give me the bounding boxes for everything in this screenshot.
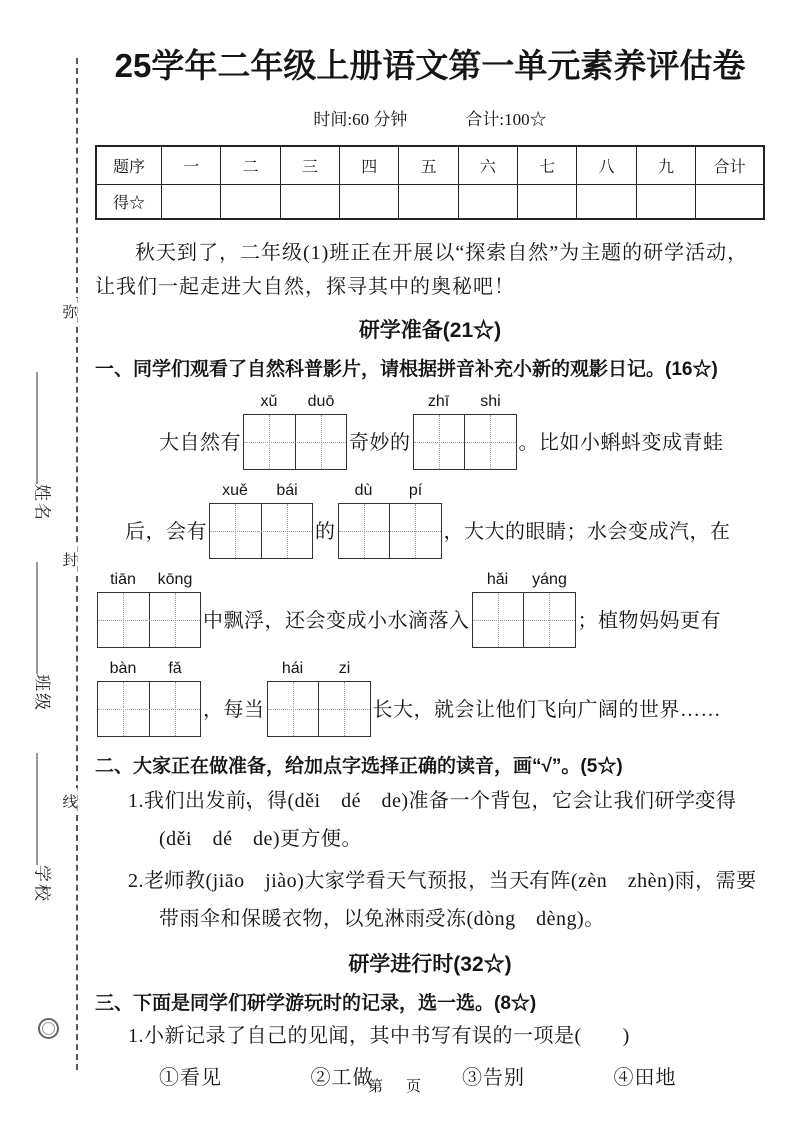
score-header-cell: 合计 [696, 146, 764, 185]
pinyin-syllable: kōng [157, 571, 193, 588]
emphasized-char: 教 • [185, 870, 206, 892]
writing-box-haiyang [472, 570, 576, 648]
line-text: ；植物妈妈更有 [577, 610, 721, 632]
pinyin-syllable: hǎi [486, 571, 509, 588]
writing-box-xuduo [243, 392, 347, 470]
option-2: ②工做 [310, 1067, 374, 1089]
character-grid [413, 414, 517, 470]
option-1: ①看见 [159, 1067, 222, 1089]
page-title: 25学年二年级上册语文第一单元素养评估卷 [114, 47, 746, 84]
grid-cell [473, 593, 524, 647]
score-cell [696, 185, 764, 220]
pinyin-syllable: hái [281, 660, 304, 677]
section1-title: 研学准备(21☆) [358, 319, 502, 342]
grid-cell [98, 593, 149, 647]
pinyin-label [97, 570, 201, 592]
pinyin-syllable: shi [480, 393, 501, 410]
item-text: (jiāo jiào)大家学看天气预报，当天有 [205, 870, 551, 892]
paper-content [95, 0, 765, 1090]
emphasized-char: 得 • [267, 790, 288, 812]
character-grid [472, 592, 576, 648]
pinyin-label [267, 659, 371, 681]
writing-box-haizi [267, 659, 371, 737]
total-score: 合计:100☆ [465, 110, 547, 129]
score-header-cell: 八 [577, 146, 636, 185]
fill-line-4 [95, 659, 765, 737]
pinyin-label [472, 570, 576, 592]
item-text: (děi dé de)更方便。 [159, 828, 363, 850]
question3-title: 三、下面是同学们研学游玩时的记录，选一选。(8☆) [95, 993, 537, 1014]
emphasized-char: 得 • [716, 790, 737, 812]
pinyin-label [413, 392, 517, 414]
score-cell [162, 185, 221, 220]
pinyin-syllable: xuě [222, 482, 248, 499]
score-row-label: 得☆ [96, 185, 162, 220]
writing-box-zhishi [413, 392, 517, 470]
score-cell [340, 185, 399, 220]
pinyin-syllable: pí [408, 482, 423, 499]
school-blank-line [37, 753, 55, 865]
score-header-cell: 七 [518, 146, 577, 185]
character-grid [97, 592, 201, 648]
pinyin-syllable: dù [354, 482, 373, 499]
item-text: (zèn zhèn)雨，需要带雨伞和保暖衣物，以免淋雨受 [159, 870, 757, 930]
class-field-label: 班级 [32, 674, 52, 712]
score-header-cell: 四 [340, 146, 399, 185]
writing-box-banfa [97, 659, 201, 737]
name-blank-line [37, 372, 55, 484]
class-blank-line [37, 562, 55, 674]
grid-cell [149, 593, 201, 647]
grid-cell [523, 593, 575, 647]
pinyin-label [338, 481, 442, 503]
score-cell [399, 185, 458, 220]
line-text: 后，会有 [125, 521, 207, 543]
emphasized-char: 阵 • [550, 870, 571, 892]
grid-cell [389, 504, 441, 558]
question2-title: 二、大家正在做准备，给加点字选择正确的读音，画“√”。(5☆) [95, 756, 623, 777]
grid-cell [210, 504, 261, 558]
pinyin-syllable: yáng [532, 571, 567, 588]
character-grid [338, 503, 442, 559]
item-text: (dòng dèng)。 [466, 908, 605, 930]
pinyin-label [243, 392, 347, 414]
grid-cell [149, 682, 201, 736]
score-table-header-row [96, 146, 764, 185]
pinyin-syllable: zhī [427, 393, 450, 410]
emphasized-char: 冻 • [446, 908, 467, 930]
intro-paragraph: 秋天到了，二年级(1)班正在开展以“探索自然”为主题的研学活动，让我们一起走进大自然，探寻其中的奥秘吧！ [95, 242, 749, 298]
writing-box-dupi [338, 481, 442, 559]
line-text: ，每当 [203, 699, 265, 721]
line-text: 奇妙的 [349, 432, 411, 454]
school-field-label: 学校 [32, 865, 52, 903]
question3-item-1: 1.小新记录了自己的见闻，其中书写有误的一项是( ) [128, 1025, 630, 1047]
score-cell [221, 185, 280, 220]
score-header-cell: 五 [399, 146, 458, 185]
grid-cell [464, 415, 516, 469]
pinyin-syllable: duō [307, 393, 335, 410]
exam-meta [95, 105, 765, 130]
item-number: 2. [128, 870, 144, 892]
grid-cell [339, 504, 390, 558]
seal-stamp-icon [38, 1018, 59, 1039]
score-header-cell: 三 [280, 146, 339, 185]
item-text: 我们出发前， [144, 790, 267, 812]
grid-cell [244, 415, 295, 469]
line-text: 。比如小蝌蚪变成青蛙 [518, 432, 724, 454]
name-field-label: 姓名 [32, 484, 52, 522]
score-cell [280, 185, 339, 220]
fill-line-3 [95, 570, 765, 648]
class-field [32, 562, 57, 712]
grid-cell [98, 682, 149, 736]
section2-title: 研学进行时(32☆) [348, 953, 512, 976]
school-field [32, 753, 57, 903]
writing-box-xuebai [209, 481, 313, 559]
seal-char-2: 封 [62, 546, 77, 573]
line-text: ，大大的眼睛；水会变成汽，在 [443, 521, 731, 543]
question1-title: 一、同学们观看了自然科普影片，请根据拼音补充小新的观影日记。(16☆) [95, 359, 718, 380]
pinyin-syllable: fǎ [168, 660, 182, 677]
item-number: 1. [128, 790, 144, 812]
pinyin-syllable: tiān [110, 571, 136, 588]
score-cell [577, 185, 636, 220]
name-field [32, 372, 57, 522]
line-text: 长大，就会让他们飞向广阔的世界…… [372, 699, 721, 721]
question2-item-1 [95, 782, 765, 858]
character-grid [97, 681, 201, 737]
score-cell [636, 185, 695, 220]
fill-line-1 [95, 392, 765, 470]
page-footer: 第 页 [367, 1079, 425, 1095]
pinyin-syllable: zi [338, 660, 351, 677]
score-header-cell: 二 [221, 146, 280, 185]
item-text: (děi dé de)准备一个背包，它会让我们研学变 [287, 790, 717, 812]
time-limit: 时间:60 分钟 [313, 110, 408, 129]
pinyin-syllable: bàn [109, 660, 137, 677]
fill-line-2 [95, 481, 765, 559]
writing-box-tiankong [97, 570, 201, 648]
character-grid [209, 503, 313, 559]
grid-cell [414, 415, 465, 469]
character-grid [267, 681, 371, 737]
line-text: 中飘浮，还会变成小水滴落入 [203, 610, 470, 632]
seal-char-1: 弥 [62, 298, 77, 325]
line-text: 的 [315, 521, 336, 543]
pinyin-label [209, 481, 313, 503]
score-table-value-row [96, 185, 764, 220]
pinyin-syllable: xǔ [260, 393, 278, 410]
score-cell [518, 185, 577, 220]
score-table [95, 145, 765, 220]
score-header-cell: 题序 [96, 146, 162, 185]
seal-char-3: 线 [62, 788, 77, 815]
score-cell [458, 185, 517, 220]
grid-cell [268, 682, 319, 736]
score-header-cell: 九 [636, 146, 695, 185]
grid-cell [318, 682, 370, 736]
character-grid [243, 414, 347, 470]
option-3: ③告别 [462, 1067, 525, 1089]
score-header-cell: 六 [458, 146, 517, 185]
grid-cell [295, 415, 347, 469]
line-text: 大自然有 [159, 432, 241, 454]
option-4: ④田地 [613, 1067, 677, 1089]
pinyin-syllable: bái [276, 482, 298, 499]
score-header-cell: 一 [162, 146, 221, 185]
pinyin-label [97, 659, 201, 681]
item-text: 老师 [144, 870, 185, 892]
question2-item-2 [95, 862, 765, 938]
grid-cell [261, 504, 313, 558]
